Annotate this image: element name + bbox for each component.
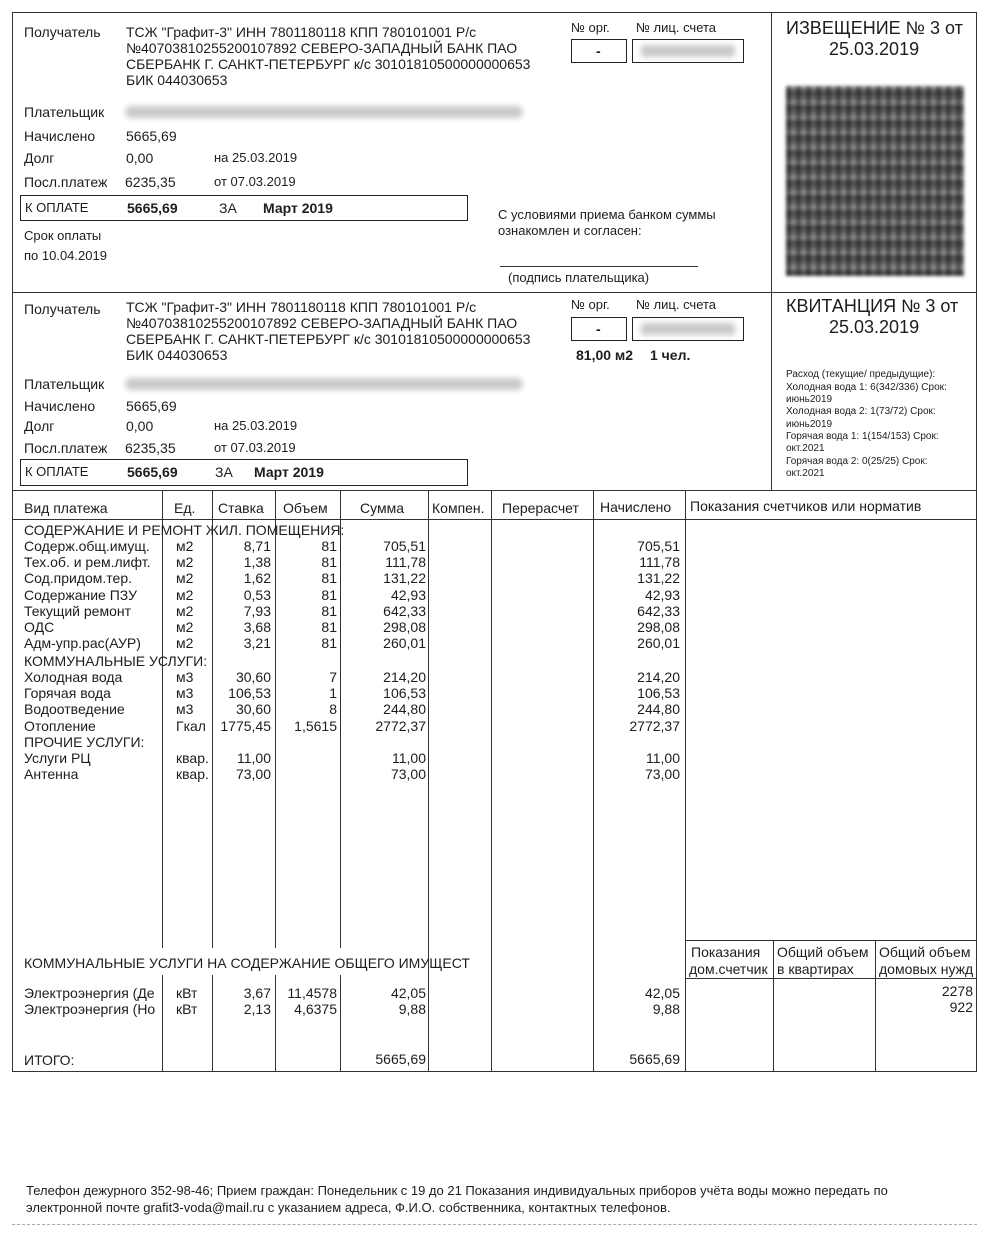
- receipt-persons: 1 чел.: [650, 347, 691, 363]
- notice-title: ИЗВЕЩЕНИЕ № 3 от: [786, 18, 963, 38]
- notice-consent-line: ознакомлен и согласен:: [498, 223, 642, 238]
- table-cell-name: Антенна: [24, 766, 79, 782]
- section-title-other: ПРОЧИЕ УСЛУГИ:: [24, 734, 145, 750]
- table-cell-vol: 7: [329, 669, 337, 685]
- table-cell-acc: 11,00: [646, 750, 680, 766]
- notice-org-no-label: № орг.: [571, 20, 610, 35]
- table-cell-name: Текущий ремонт: [24, 603, 132, 619]
- notice-payer-redacted: [126, 106, 522, 118]
- receipt-consumption-line: июнь2019: [786, 394, 833, 405]
- table-cell-sum: 131,22: [383, 570, 426, 586]
- col-line: [428, 490, 429, 1071]
- col-line: [685, 490, 686, 1071]
- col-line: [491, 490, 492, 1071]
- table-cell-rate: 11,00: [237, 750, 271, 766]
- table-cell-unit: м2: [176, 538, 194, 554]
- col-header-meters: Показания счетчиков или норматив: [690, 498, 922, 514]
- table-cell-acc: 111,78: [639, 554, 680, 570]
- table-cell-unit: м2: [176, 635, 194, 651]
- table-cell-unit: м2: [176, 619, 194, 635]
- table-cell-vol: 1,5615: [294, 718, 337, 734]
- table-cell-sum: 298,08: [383, 619, 426, 635]
- receipt-recipient-line: СБЕРБАНК Г. САНКТ-ПЕТЕРБУРГ к/с 30101810500000000653: [126, 331, 531, 347]
- receipt-debt-label: Долг: [24, 418, 55, 434]
- table-cell-vol: 11,4578: [287, 985, 337, 1001]
- notice-debt-value: 0,00: [126, 150, 154, 166]
- table-cell-rate: 1775,45: [220, 718, 271, 734]
- meter-header-house-reading: дом.счетчик: [689, 961, 768, 977]
- table-cell-rate: 1,62: [243, 570, 271, 586]
- col-header-compensation: Компен.: [432, 500, 485, 516]
- table-cell-sum: 705,51: [383, 538, 426, 554]
- table-cell-sum: 42,93: [390, 587, 426, 603]
- receipt-date: 25.03.2019: [829, 317, 920, 337]
- meter-header-house-needs: Общий объем: [879, 944, 971, 960]
- section-divider-vertical: [771, 12, 772, 490]
- total-accrued: 5665,69: [629, 1051, 680, 1067]
- col-line: [773, 940, 774, 1071]
- table-cell-sum: 42,05: [390, 985, 426, 1001]
- table-cell-name: Водоотведение: [24, 701, 125, 717]
- table-cell-sum: 9,88: [398, 1001, 426, 1017]
- table-cell-sum: 642,33: [383, 603, 426, 619]
- col-header-recalculation: Перерасчет: [502, 500, 579, 516]
- table-cell-name: Отопление: [24, 718, 96, 734]
- table-cell-sum: 244,80: [383, 701, 426, 717]
- table-cell-unit: м3: [176, 701, 194, 717]
- notice-debt-label: Долг: [24, 150, 55, 166]
- receipt-last-payment-date: от 07.03.2019: [214, 440, 296, 455]
- notice-org-no-box: [571, 39, 627, 63]
- table-cell-sum: 2772,37: [375, 718, 426, 734]
- table-cell-acc: 642,33: [637, 603, 680, 619]
- receipt-account-no-redacted: [641, 323, 735, 335]
- receipt-to-pay-label: К ОПЛАТЕ: [25, 464, 89, 479]
- receipt-accrued-label: Начислено: [24, 398, 96, 414]
- notice-period: Март 2019: [263, 200, 333, 216]
- notice-date: 25.03.2019: [829, 39, 920, 59]
- receipt-consumption-line: Расход (текущие/ предыдущие):: [786, 369, 936, 380]
- col-line: [162, 490, 163, 948]
- top-border: [12, 12, 977, 13]
- meter-header-house-reading: Показания: [691, 944, 761, 960]
- notice-payer-label: Плательщик: [24, 104, 105, 120]
- table-cell-unit: м2: [176, 554, 194, 570]
- footer-line: электронной почте grafit3-voda@mail.ru с указанием адреса, Ф.И.О. собственника, контактных телефонов.: [26, 1200, 671, 1215]
- receipt-org-no-value: -: [596, 321, 601, 337]
- table-cell-vol: 81: [321, 587, 337, 603]
- meter-header-topline: [685, 940, 977, 941]
- table-cell-name: Содерж.общ.имущ.: [24, 538, 150, 554]
- notice-due-date: по 10.04.2019: [24, 248, 107, 263]
- table-cell-house-needs: 2278: [941, 983, 973, 999]
- footer-cut-line: [12, 1224, 977, 1225]
- table-cell-rate: 30,60: [235, 669, 271, 685]
- notice-recipient-line: СБЕРБАНК Г. САНКТ-ПЕТЕРБУРГ к/с 30101810500000000653: [126, 56, 531, 72]
- notice-to-pay-box: [20, 195, 468, 221]
- notice-qr-code: [786, 86, 964, 276]
- receipt-consumption-line: окт.2021: [786, 468, 825, 479]
- table-cell-unit: кВт: [176, 1001, 198, 1017]
- receipt-accrued-value: 5665,69: [126, 398, 177, 414]
- table-cell-vol: 81: [321, 635, 337, 651]
- notice-recipient-line: №40703810255200107892 СЕВЕРО-ЗАПАДНЫЙ БАНК ПАО: [126, 40, 518, 56]
- meter-header-house-needs: домовых нужд: [879, 961, 974, 977]
- section-title-maintenance: СОДЕРЖАНИЕ И РЕМОНТ ЖИЛ. ПОМЕЩЕНИЯ:: [24, 522, 345, 538]
- receipt-account-no-box: [632, 317, 744, 341]
- notice-accrued-value: 5665,69: [126, 128, 177, 144]
- table-cell-acc: 260,01: [637, 635, 680, 651]
- receipt-recipient-line: №40703810255200107892 СЕВЕРО-ЗАПАДНЫЙ БАНК ПАО: [126, 315, 518, 331]
- col-line: [162, 975, 163, 1071]
- table-cell-acc: 73,00: [644, 766, 680, 782]
- col-line: [875, 940, 876, 1071]
- receipt-period: Март 2019: [254, 464, 324, 480]
- table-cell-acc: 214,20: [637, 669, 680, 685]
- receipt-payer-redacted: [126, 378, 522, 390]
- table-cell-sum: 260,01: [383, 635, 426, 651]
- notice-due-label: Срок оплаты: [24, 228, 102, 243]
- notice-last-payment-date: от 07.03.2019: [214, 174, 296, 189]
- total-sum: 5665,69: [375, 1051, 426, 1067]
- table-cell-acc: 9,88: [652, 1001, 680, 1017]
- table-cell-unit: м2: [176, 603, 194, 619]
- table-cell-rate: 1,38: [243, 554, 271, 570]
- table-cell-rate: 3,67: [243, 985, 271, 1001]
- col-header-name: Вид платежа: [24, 500, 108, 516]
- table-cell-rate: 7,93: [243, 603, 271, 619]
- table-cell-unit: Гкал: [176, 718, 206, 734]
- receipt-debt-value: 0,00: [126, 418, 154, 434]
- table-cell-sum: 11,00: [392, 750, 426, 766]
- table-cell-rate: 3,21: [243, 635, 271, 651]
- notice-account-no-label: № лиц. счета: [636, 20, 717, 35]
- table-cell-unit: кВт: [176, 985, 198, 1001]
- table-cell-rate: 3,68: [243, 619, 271, 635]
- total-label: ИТОГО:: [24, 1052, 75, 1068]
- table-cell-name: ОДС: [24, 619, 55, 635]
- table-cell-rate: 106,53: [228, 685, 271, 701]
- receipt-org-no-label: № орг.: [571, 297, 610, 312]
- notice-signature-label: (подпись плательщика): [508, 270, 650, 285]
- col-header-volume: Объем: [283, 500, 328, 516]
- table-cell-unit: квар.: [176, 766, 209, 782]
- table-bottom-border: [12, 1071, 977, 1072]
- table-cell-vol: 81: [321, 619, 337, 635]
- table-cell-acc: 244,80: [637, 701, 680, 717]
- receipt-recipient-line: БИК 044030653: [126, 347, 228, 363]
- table-cell-name: Тех.об. и рем.лифт.: [24, 554, 151, 570]
- meter-header-flats-volume: Общий объем: [777, 944, 869, 960]
- table-cell-rate: 8,71: [243, 538, 271, 554]
- notice-consent-line: С условиями приема банком суммы: [498, 207, 716, 222]
- receipt-recipient-label: Получатель: [24, 301, 101, 317]
- meter-header-flats-volume: в квартирах: [777, 961, 854, 977]
- receipt-recipient-line: ТСЖ "Графит-3" ИНН 7801180118 КПП 780101001 Р/с: [126, 299, 477, 315]
- right-border: [976, 12, 977, 1072]
- col-header-unit: Ед.: [174, 500, 196, 516]
- table-top-border: [12, 490, 977, 491]
- signature-line: [500, 266, 698, 267]
- table-cell-vol: 81: [321, 554, 337, 570]
- receipt-account-no-label: № лиц. счета: [636, 297, 717, 312]
- table-cell-name: Сод.придом.тер.: [24, 570, 133, 586]
- notice-for-label: ЗА: [219, 200, 237, 216]
- notice-to-pay-value: 5665,69: [127, 200, 178, 216]
- table-cell-name: Горячая вода: [24, 685, 111, 701]
- receipt-consumption-line: Холодная вода 1: 6(342/336) Срок:: [786, 382, 947, 393]
- receipt-payer-label: Плательщик: [24, 376, 105, 392]
- table-cell-name: Электроэнергия (Но: [24, 1001, 156, 1017]
- table-cell-vol: 4,6375: [294, 1001, 337, 1017]
- table-cell-acc: 42,05: [644, 985, 680, 1001]
- col-header-rate: Ставка: [218, 500, 264, 516]
- table-cell-acc: 298,08: [637, 619, 680, 635]
- table-cell-acc: 106,53: [637, 685, 680, 701]
- notice-recipient-label: Получатель: [24, 24, 101, 40]
- table-cell-name: Содержание ПЗУ: [24, 587, 137, 603]
- receipt-title: КВИТАНЦИЯ № 3 от: [786, 296, 959, 316]
- table-cell-vol: 81: [321, 538, 337, 554]
- table-cell-acc: 131,22: [637, 570, 680, 586]
- table-cell-acc: 42,93: [644, 587, 680, 603]
- table-cell-acc: 705,51: [637, 538, 680, 554]
- col-header-sum: Сумма: [360, 500, 404, 516]
- receipt-debt-date: на 25.03.2019: [214, 418, 298, 433]
- receipt-consumption-line: Горячая вода 2: 0(25/25) Срок:: [786, 456, 928, 467]
- receipt-consumption-line: окт.2021: [786, 443, 825, 454]
- table-cell-sum: 73,00: [390, 766, 426, 782]
- receipt-consumption-line: Горячая вода 1: 1(154/153) Срок:: [786, 431, 939, 442]
- notice-debt-date: на 25.03.2019: [214, 150, 298, 165]
- notice-account-no-box: [632, 39, 744, 63]
- notice-recipient-line: БИК 044030653: [126, 72, 228, 88]
- table-cell-rate: 73,00: [235, 766, 271, 782]
- notice-accrued-label: Начислено: [24, 128, 96, 144]
- table-cell-unit: м3: [176, 669, 194, 685]
- table-cell-rate: 0,53: [243, 587, 271, 603]
- notice-receipt-divider: [12, 292, 977, 293]
- notice-last-payment-label: Посл.платеж: [24, 174, 108, 190]
- left-border: [12, 12, 13, 1072]
- table-cell-name: Услуги РЦ: [24, 750, 91, 766]
- table-cell-unit: квар.: [176, 750, 209, 766]
- col-header-accrued: Начислено: [600, 499, 672, 515]
- table-cell-sum: 106,53: [383, 685, 426, 701]
- notice-to-pay-label: К ОПЛАТЕ: [25, 200, 89, 215]
- receipt-to-pay-value: 5665,69: [127, 464, 178, 480]
- table-cell-vol: 81: [321, 570, 337, 586]
- receipt-to-pay-box: [20, 459, 468, 486]
- section-title-utilities: КОММУНАЛЬНЫЕ УСЛУГИ:: [24, 653, 208, 669]
- meter-header-underline: [685, 978, 977, 979]
- table-cell-sum: 214,20: [383, 669, 426, 685]
- footer-line: Телефон дежурного 352-98-46; Прием граждан: Понедельник с 19 до 21 Показания индивидуальных приборов учёта воды можно передать по: [26, 1183, 888, 1198]
- table-cell-name: Холодная вода: [24, 669, 123, 685]
- table-cell-name: Электроэнергия (Де: [24, 985, 155, 1001]
- receipt-consumption-line: Холодная вода 2: 1(73/72) Срок:: [786, 406, 936, 417]
- receipt-for-label: ЗА: [215, 464, 233, 480]
- notice-recipient-line: ТСЖ "Графит-3" ИНН 7801180118 КПП 780101001 Р/с: [126, 24, 477, 40]
- receipt-last-payment-label: Посл.платеж: [24, 440, 108, 456]
- receipt-org-no-box: [571, 317, 627, 341]
- table-cell-rate: 2,13: [243, 1001, 271, 1017]
- table-cell-vol: 81: [321, 603, 337, 619]
- notice-last-payment-value: 6235,35: [125, 174, 176, 190]
- receipt-consumption-line: июнь2019: [786, 419, 833, 430]
- table-cell-vol: 8: [329, 701, 337, 717]
- table-cell-house-needs: 922: [949, 999, 973, 1015]
- receipt-last-payment-value: 6235,35: [125, 440, 176, 456]
- table-cell-vol: 1: [329, 685, 337, 701]
- table-cell-name: Адм-упр.рас(АУР): [24, 635, 141, 651]
- table-cell-sum: 111,78: [385, 554, 426, 570]
- notice-org-no-value: -: [596, 43, 601, 59]
- header-underline: [12, 519, 977, 520]
- table-cell-acc: 2772,37: [629, 718, 680, 734]
- receipt-area: 81,00 м2: [576, 347, 634, 363]
- table-cell-unit: м3: [176, 685, 194, 701]
- section-title-common: КОММУНАЛЬНЫЕ УСЛУГИ НА СОДЕРЖАНИЕ ОБЩЕГО ИМУЩЕСТ: [24, 955, 470, 971]
- table-cell-unit: м2: [176, 570, 194, 586]
- table-cell-unit: м2: [176, 587, 194, 603]
- table-cell-rate: 30,60: [235, 701, 271, 717]
- notice-account-no-redacted: [641, 45, 735, 57]
